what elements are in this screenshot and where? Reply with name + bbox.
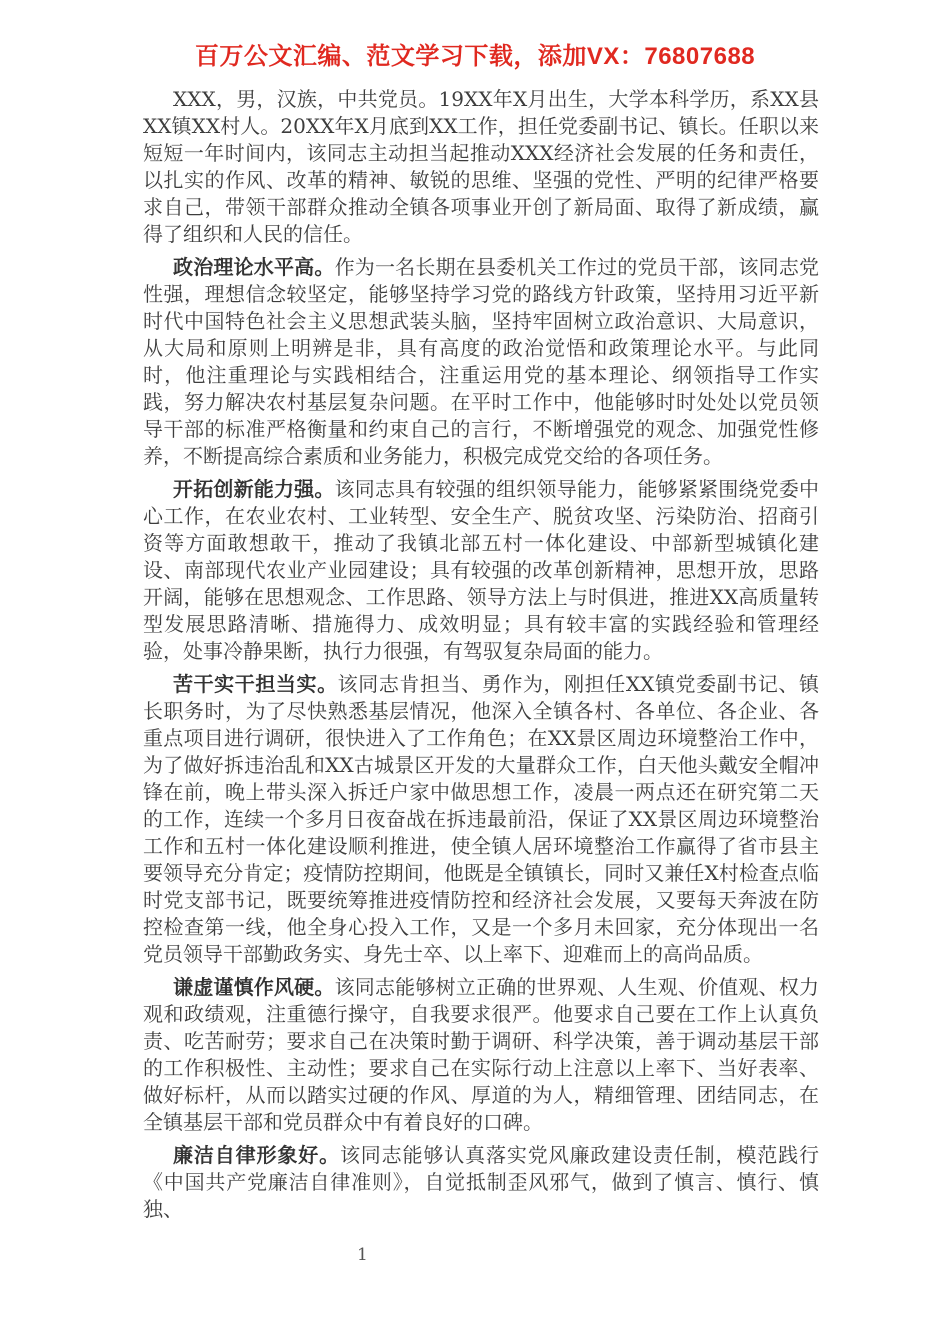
paragraph-6-text: 该同志能够认真落实党风廉政建设责任制，模范践行《中国共产党廉洁自律准则》，自觉抵制歪风邪气，做到了慎言、慎行、慎独、 (143, 1143, 820, 1221)
promo-header-text: 百万公文汇编、范文学习下载，添加VX：76807688 (194, 43, 756, 70)
paragraph-1 (143, 86, 819, 248)
paragraph-5-lead: 谦虚谨慎作风硬。 (173, 975, 335, 999)
paragraph-2 (143, 254, 819, 470)
paragraph-6-lead: 廉洁自律形象好。 (173, 1143, 340, 1167)
page-number: 1 (357, 1245, 368, 1265)
paragraph-2-lead: 政治理论水平高。 (173, 255, 335, 279)
paragraph-3-text: 该同志具有较强的组织领导能力，能够紧紧围绕党委中心工作，在农业农村、工业转型、安全生产、脱贫攻坚、污染防治、招商引资等方面敢想敢干，推动了我镇北部五村一体化建设、中部新型城镇化建设、南部现代农业产业园建设；具有较强的改革创新精神，思想开放，思路开阔，能够在思想观念、工作思路、领导方法上与时俱进，推进XX高质量转型发展思路清晰、措施得力、成效明显；具有较丰富的实践经验和管理经验，处事冷静果断，执行力很强，有驾驭复杂局面的能力。 (143, 477, 820, 663)
paragraph-3 (143, 476, 819, 665)
paragraph-6 (143, 1142, 819, 1223)
paragraph-4 (143, 671, 819, 968)
paragraph-5-text: 该同志能够树立正确的世界观、人生观、价值观、权力观和政绩观，注重德行操守，自我要求很严。他要求自己要在工作上认真负责、吃苦耐劳；要求自己在决策时勤于调研、科学决策，善于调动基层干部的工作积极性、主动性；要求自己在实际行动上注意以上率下、当好表率、做好标杆，从而以踏实过硬的作风、厚道的为人，精细管理、团结同志，在全镇基层干部和党员群众中有着良好的口碑。 (143, 975, 820, 1134)
paragraph-3-lead: 开拓创新能力强。 (173, 477, 335, 501)
paragraph-4-text: 该同志肯担当、勇作为，刚担任XX镇党委副书记、镇长职务时，为了尽快熟悉基层情况，他深入全镇各村、各单位、各企业、各重点项目进行调研，很快进入了工作角色；在XX景区周边环境整治工作中，为了做好拆违治乱和XX古城景区开发的大量群众工作，白天他头戴安全帽冲锋在前，晚上带头深入拆迁户家中做思想工作，凌晨一两点还在研究第二天的工作，连续一个多月日夜奋战在拆违最前沿，保证了XX景区周边环境整治工作和五村一体化建设顺利推进，使全镇人居环境整治工作赢得了省市县主要领导充分肯定；疫情防控期间，他既是全镇镇长，同时又兼任X村检查点临时党支部书记，既要统筹推进疫情防控和经济社会发展，又要每天奔波在防控检查第一线，他全身心投入工作，又是一个多月未回家，充分体现出一名党员领导干部勤政务实、身先士卒、以上率下、迎难而上的高尚品质。 (143, 672, 819, 966)
document-body (143, 86, 819, 1229)
paragraph-4-lead: 苦干实干担当实。 (173, 672, 338, 696)
paragraph-2-text: 作为一名长期在县委机关工作过的党员干部，该同志党性强，理想信念较坚定，能够坚持学习党的路线方针政策，坚持用习近平新时代中国特色社会主义思想武装头脑，坚持牢固树立政治意识、大局意识，从大局和原则上明辨是非，具有高度的政治觉悟和政策理论水平。与此同时，他注重理论与实践相结合，注重运用党的基本理论、纲领指导工作实践，努力解决农村基层复杂问题。在平时工作中，他能够时时处处以党员领导干部的标准严格衡量和约束自己的言行，不断增强党的观念、加强党性修养，不断提高综合素质和业务能力，积极完成党交给的各项任务。 (143, 255, 820, 468)
paragraph-1-text: XXX，男，汉族，中共党员。19XX年X月出生，大学本科学历，系XX县XX镇XX村人。20XX年X月底到XX工作，担任党委副书记、镇长。任职以来短短一年时间内，该同志主动担当起推动XXX经济社会发展的任务和责任，以扎实的作风、改革的精神、敏锐的思维、坚强的党性、严明的纪律严格要求自己，带领干部群众推动全镇各项事业开创了新局面、取得了新成绩，赢得了组织和人民的信任。 (143, 87, 819, 246)
paragraph-5 (143, 974, 819, 1136)
